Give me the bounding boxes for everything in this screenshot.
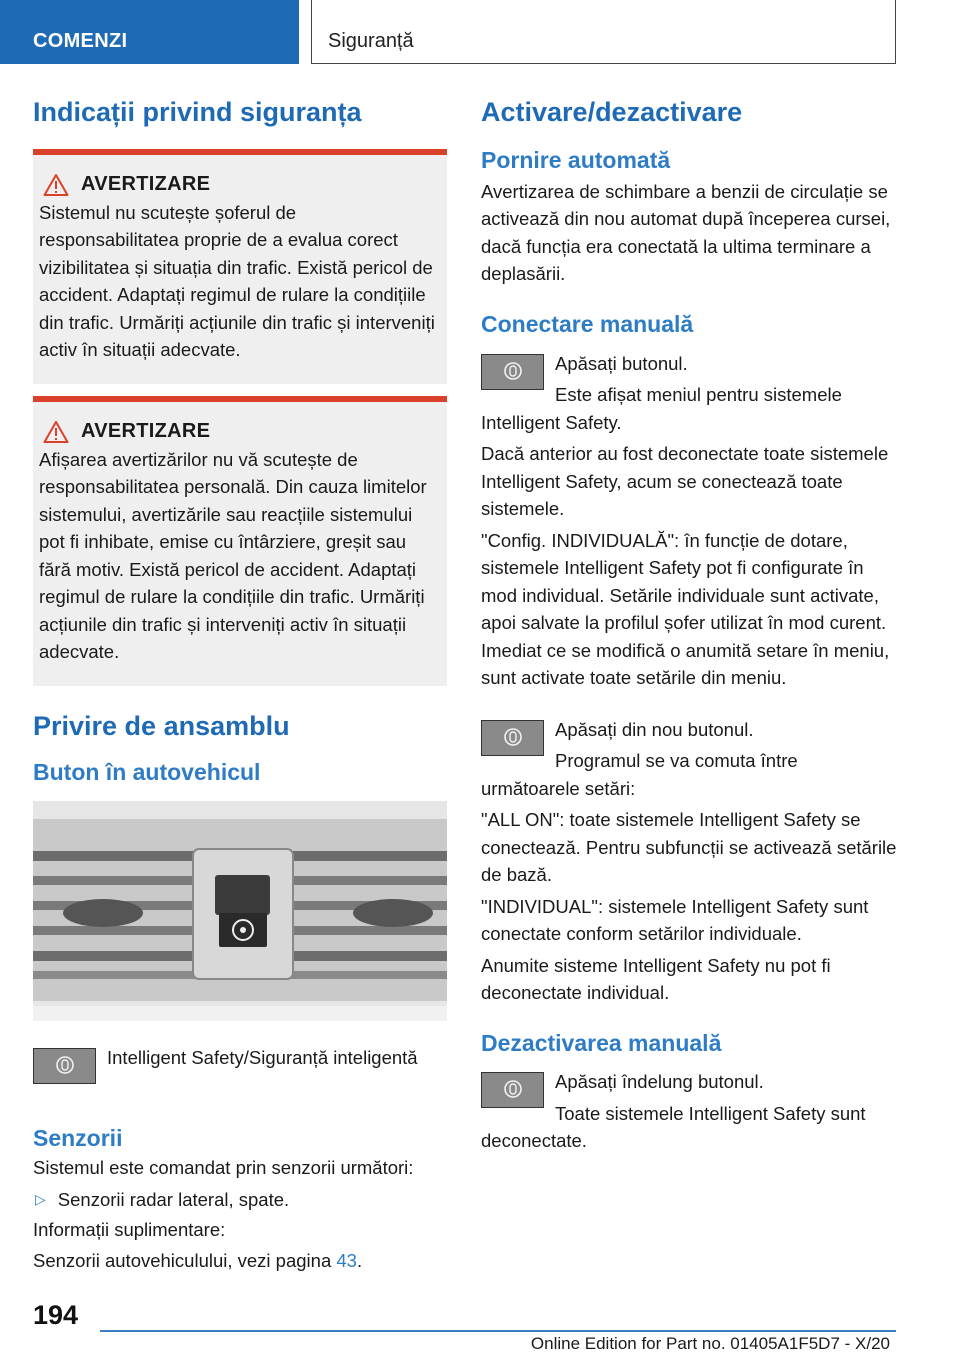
button-caption-row — [33, 1044, 447, 1084]
section-tab — [0, 0, 299, 64]
page-number: 194 — [33, 1300, 79, 1330]
edition-text: Online Edition for Part no. 01405A1F5D7 - X/20 — [530, 1334, 890, 1353]
all-off-text: Dacă anterior au fost deconectate toate sistemele Intelligent Safety, acum se conectează toate sistemele. — [481, 443, 889, 520]
sensors-ref-text: Senzorii autovehiculului, vezi pagina — [33, 1249, 332, 1271]
warning-triangle-icon — [43, 173, 69, 197]
individual-text: "INDIVIDUAL": sistemele Intelligent Safety sunt conectate conform setărilor individuale. — [481, 895, 869, 945]
right-column — [481, 96, 897, 1155]
warning-text: Afișarea avertizărilor nu vă scutește de responsabilitatea personală. Din cauza limitelor sistemului, avertizările sau reacțiile sistemului pot fi inhibate, emise cu întârziere, greșit sau fără motiv. Există pericol de accident. Adaptați regimul de rulare la condițiile din trafic. Urmăriți acțiunile din trafic și interveniți activ în situații adecvate. — [39, 448, 427, 663]
press-again-text: Apăsați din nou butonul. — [555, 718, 754, 740]
chapter-tab — [311, 0, 896, 64]
intelligent-safety-button-icon — [481, 1072, 544, 1108]
intelligent-safety-button-icon — [33, 1048, 96, 1084]
sensors-page-link[interactable]: 43 — [336, 1249, 357, 1271]
section-title: COMENZI — [33, 30, 128, 52]
chapter-title: Siguranță — [328, 30, 414, 52]
sensors-reference — [33, 1247, 447, 1275]
auto-start-text: Avertizarea de schimbare a benzii de circulație se activează din nou automat după începerea cursei, dacă funcția era conectată la ultima terminare a deplasării. — [481, 180, 891, 285]
sensors-heading: Senzorii — [33, 1125, 123, 1152]
press-button-text: Apăsați butonul. — [555, 352, 688, 374]
activation-heading: Activare/dezactivare — [481, 97, 743, 127]
footer-divider — [100, 1330, 896, 1332]
sensors-list-item — [33, 1186, 447, 1214]
press-long-text: Apăsați îndelung butonul. — [555, 1071, 764, 1093]
menu-shown-text: Este afișat meniul pentru sistemele Intelligent Safety. — [481, 384, 842, 433]
safety-heading: Indicații privind siguranța — [33, 97, 362, 127]
sensors-intro: Sistemul este comandat prin senzorii următori: — [33, 1157, 414, 1179]
press-again-row — [481, 716, 897, 803]
warning-text: Sistemul nu scutește șoferul de responsabilitatea proprie de a evalua corect vizibilitatea și situația din trafic. Există pericol de accident. Adaptați regimul de rulare la condițiile din trafic. Urmăriți acțiunile din trafic și interveniți activ în situații adecvate. — [39, 201, 435, 361]
vehicle-button-photo — [33, 801, 447, 1021]
intelligent-safety-button-icon — [481, 354, 544, 390]
press-button-row — [481, 350, 897, 437]
warning-triangle-icon — [43, 420, 69, 444]
manual-off-heading: Dezactivarea manuală — [481, 1029, 722, 1056]
all-on-text: "ALL ON": toate sistemele Intelligent Safety se conectează. Pentru subfuncții se activează setările de bază. — [481, 809, 897, 886]
overview-heading: Privire de ansamblu — [33, 710, 290, 741]
bullet-triangle-icon: ▷ — [35, 1190, 46, 1207]
warning-title: AVERTIZARE — [81, 173, 211, 196]
warning-box-2 — [33, 396, 447, 686]
warning-box-1 — [33, 149, 447, 384]
more-info-label: Informații suplimentare: — [33, 1219, 226, 1241]
all-disconnected-text: Toate sistemele Intelligent Safety sunt deconectate. — [481, 1102, 866, 1152]
config-text: "Config. INDIVIDUALĂ": în funcție de dotare, sistemele Intelligent Safety pot fi configurate în mod individual. Setările individuale sunt activate, apoi salvate la profilul șofer utilizat în mod curent. Imediat ce se modifică o anumită setare în meniu, sunt activate toate setările din meniu. — [481, 529, 890, 689]
press-long-row — [481, 1068, 897, 1155]
button-caption: Intelligent Safety/Siguranță inteligentă — [107, 1047, 418, 1069]
some-systems-text: Anumite sisteme Intelligent Safety nu pot fi deconectate individual. — [481, 954, 831, 1004]
auto-start-heading: Pornire automată — [481, 146, 671, 173]
warning-title: AVERTIZARE — [81, 420, 211, 443]
program-switch-text: Programul se va comuta între următoarele setări: — [481, 750, 798, 799]
sensors-bullet-text: Senzorii radar lateral, spate. — [57, 1188, 290, 1210]
manual-on-heading: Conectare manuală — [481, 310, 694, 337]
left-column — [33, 96, 447, 1274]
intelligent-safety-button-icon — [481, 720, 544, 756]
button-heading: Buton în autovehicul — [33, 758, 261, 785]
sensors-ref-end: . — [356, 1249, 363, 1271]
